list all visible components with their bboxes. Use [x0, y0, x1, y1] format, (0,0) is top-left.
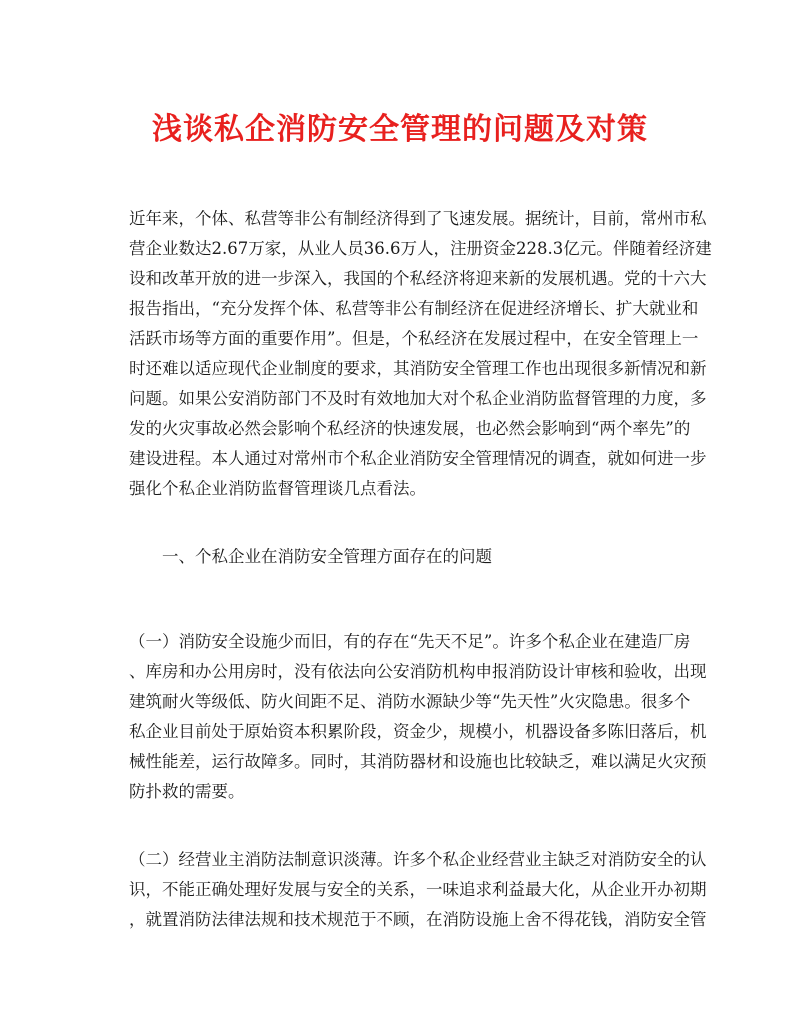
- paragraph-line: （一）消防安全设施少而旧，有的存在“先天不足”。许多个私企业在建造厂房: [129, 632, 691, 651]
- section-heading: 一、个私企业在消防安全管理方面存在的问题: [162, 547, 492, 566]
- document-title: 浅谈私企消防安全管理的问题及对策: [152, 112, 648, 147]
- paragraph-line: 问题。如果公安消防部门不及时有效地加大对个私企业消防监督管理的力度，多: [129, 389, 707, 408]
- paragraph-line: 设和改革开放的进一步深入，我国的个私经济将迎来新的发展机遇。党的十六大: [129, 269, 707, 288]
- paragraph-line: 营企业数达2.67万家，从业人员36.6万人，注册资金228.3亿元。伴随着经济建: [129, 239, 712, 258]
- paragraph-line: 私企业目前处于原始资本积累阶段，资金少，规模小，机器设备多陈旧落后，机: [129, 722, 707, 741]
- paragraph-line: （二）经营业主消防法制意识淡薄。许多个私企业经营业主缺乏对消防安全的认: [129, 850, 707, 869]
- paragraph-line: 近年来，个体、私营等非公有制经济得到了飞速发展。据统计，目前，常州市私: [129, 209, 707, 228]
- paragraph-line: 械性能差，运行故障多。同时，其消防器材和设施也比较缺乏，难以满足火灾预: [129, 752, 707, 771]
- paragraph-line: 发的火灾事故必然会影响个私经济的快速发展，也必然会影响到“两个率先”的: [129, 419, 691, 438]
- paragraph-line: 识，不能正确处理好发展与安全的关系，一味追求利益最大化，从企业开办初期: [129, 880, 707, 899]
- paragraph-line: 时还难以适应现代企业制度的要求，其消防安全管理工作也出现很多新情况和新: [129, 359, 707, 378]
- paragraph-line: 报告指出，“充分发挥个体、私营等非公有制经济在促进经济增长、扩大就业和: [129, 299, 699, 318]
- paragraph-line: 防扑救的需要。: [129, 782, 245, 801]
- paragraph-line: ，就置消防法律法规和技术规范于不顾，在消防设施上舍不得花钱，消防安全管: [129, 910, 707, 929]
- paragraph-line: 活跃市场等方面的重要作用”。但是，个私经济在发展过程中，在安全管理上一: [129, 329, 699, 348]
- paragraph-line: 建设进程。本人通过对常州市个私企业消防安全管理情况的调查，就如何进一步: [129, 449, 707, 468]
- paragraph-line: 、库房和办公用房时，没有依法向公安消防机构申报消防设计审核和验收，出现: [129, 662, 707, 681]
- paragraph-line: 强化个私企业消防监督管理谈几点看法。: [129, 479, 426, 498]
- paragraph-line: 建筑耐火等级低、防火间距不足、消防水源缺少等“先天性”火灾隐患。很多个: [129, 692, 691, 711]
